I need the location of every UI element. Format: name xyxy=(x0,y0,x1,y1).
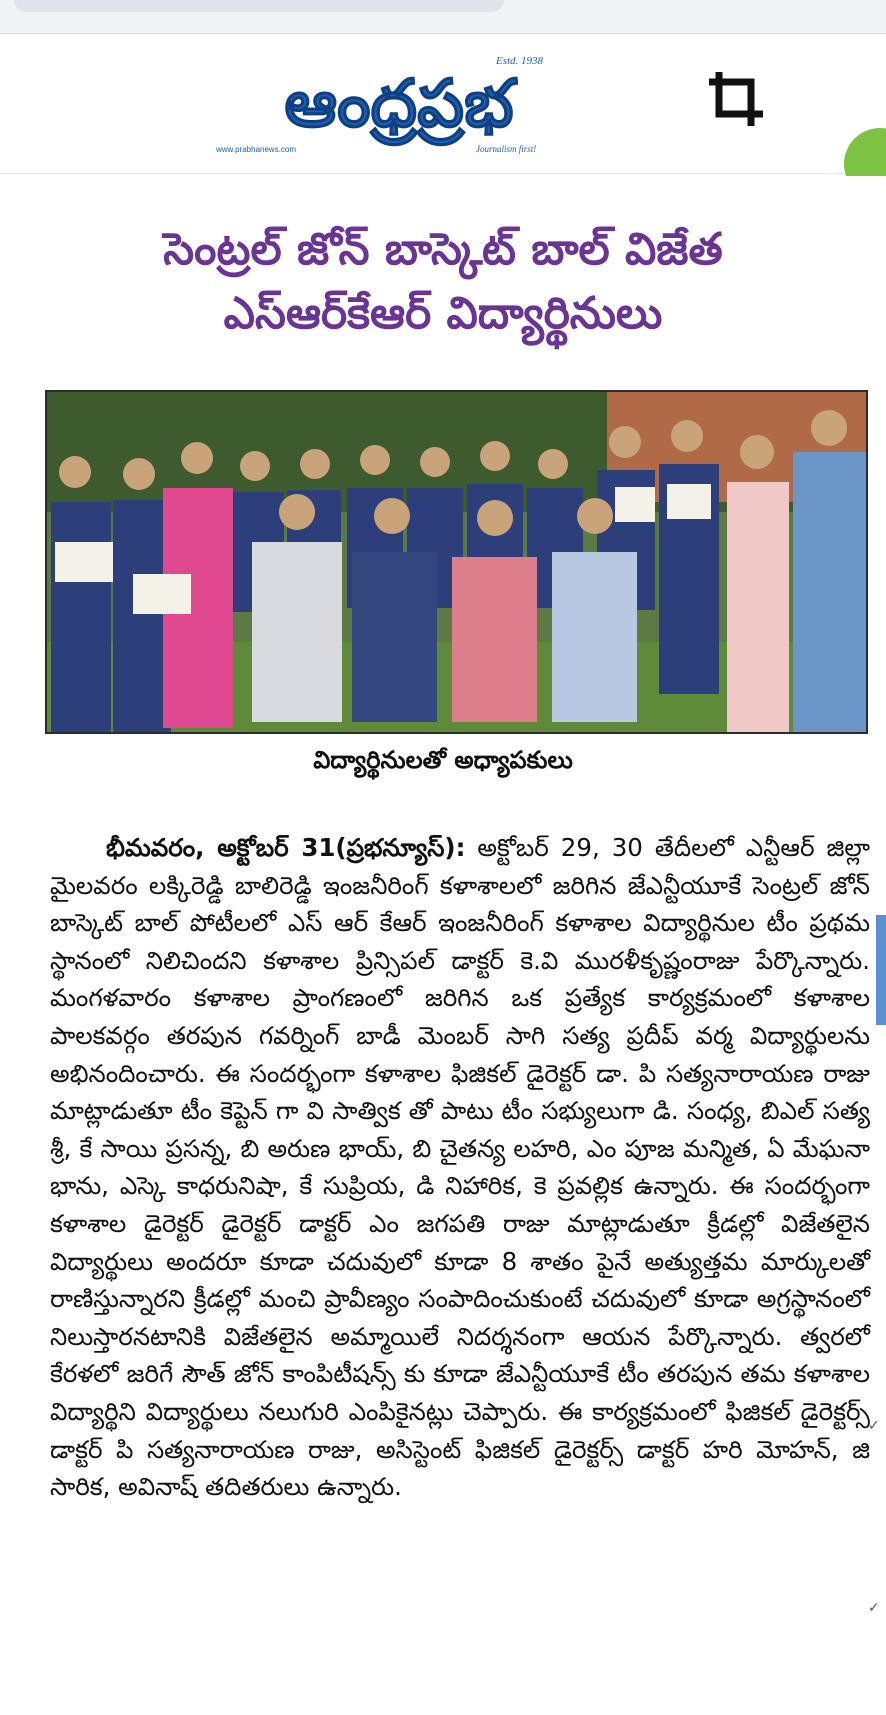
crop-icon[interactable] xyxy=(705,68,767,130)
check-icon: ✓ xyxy=(868,1600,880,1616)
newspaper-masthead xyxy=(0,36,886,174)
browser-top-bar xyxy=(0,0,886,34)
headline-line-2: ఎస్ఆర్‌కేఆర్ విద్యార్థినులు xyxy=(223,288,663,339)
logo-wordmark: ఆంధ్రప్రభ xyxy=(284,65,514,142)
next-article-headline-preview xyxy=(110,1701,870,1715)
headline-line-1: సెంట్రల్ జోన్ బాస్కెట్ బాల్ విజేత xyxy=(163,224,723,275)
team-photo[interactable] xyxy=(45,390,868,734)
article-headline xyxy=(60,218,826,346)
logo-website: www.prabhanews.com xyxy=(216,145,297,154)
check-icon: ✓ xyxy=(868,1418,880,1434)
andhra-prabha-logo xyxy=(214,48,584,163)
photo-caption: విద్యార్థినులతో అధ్యాపకులు xyxy=(313,746,573,774)
article-body-text: అక్టోబర్ 29, 30 తేదీలలో ఎన్టీఆర్ జిల్లా మైలవరం లక్కిరెడ్డి బాలిరెడ్డి ఇంజనీరింగ్ కళాశాలలో జరిగిన జేఎన్టీయూకే సెంట్రల్ జోన్ బాస్కెట్ బాల్ పోటీలలో ఎస్ ఆర్ కేఆర్ ఇంజనీరింగ్ కళాశాల విద్యార్థినుల టీం ప్రథమ స్థానంలో నిలిచిందని కళాశాల ప్రిన్సిపల్ డాక్టర్ కె.వి మురళీకృష్ణంరాజు పేర్కొన్నారు. మంగళవారం కళాశాల ప్రాంగణంలో జరిగిన ఒక ప్రత్యేక కార్యక్రమంలో కళాశాల పాలకవర్గం తరపున గవర్నింగ్ బాడీ మెంబర్ సాగి సత్య ప్రదీప్ వర్మ విద్యార్థులను అభినందించారు. ఈ సందర్భంగా కళాశాల ఫిజికల్ డైరెక్టర్ డా. పి సత్యనారాయణ రాజు మాట్లాడుతూ టీం కెప్టెన్ గా వి సాత్విక తో పాటు టీం సభ్యులుగా డి. సంధ్య, బిఎల్ సత్య శ్రీ, కే సాయి ప్రసన్న, బి అరుణ భాయ్, బి చైతన్య లహరి, ఎం పూజ మన్మిత, ఏ మేఘనా భాను, ఎస్కె కాధరునిషా, కే సుప్రియ, డి నిహారిక, కె ప్రవల్లిక ఉన్నారు. ఈ సందర్భంగా కళాశాల డైరెక్టర్ డైరెక్టర్ డాక్టర్ ఎం జగపతి రాజు మాట్లాడుతూ క్రీడల్లో విజేతలైన విద్యార్థులు అందరూ కూడా చదువులో కూడా 8 శాతం పైనే అత్యుత్తమ మార్కులతో రాణిస్తున్నారని క్రీడల్లో మంచి ప్రావీణ్యం సంపాదించుకుంటే చదువులో కూడా అగ్రస్థానంలో నిలుస్తారనటానికి విజేతలైన అమ్మాయిలే నిదర్శనంగా ఆయన పేర్కొన్నారు. త్వరలో కేరళలో జరిగే సౌత్ జోన్ కాంపిటీషన్స్ కు కూడా జేఎన్టీయూకే టీం తరపున తమ కళాశాల విద్యార్థిని విద్యార్థులు నలుగురి ఎంపికైనట్లు చెప్పారు. ఈ కార్యక్రమంలో ఫిజికల్ డైరెక్టర్స్ డాక్టర్ పి సత్యనారాయణ రాజు, అసిస్టెంట్ ఫిజికల్ డైరెక్టర్స్ డాక్టర్ హరి మోహన్, జి సారిక, అవినాష్ తదితరులు ఉన్నారు. xyxy=(50,833,871,1502)
logo-tagline: Journalism first! xyxy=(476,144,537,154)
logo-estd: Estd. 1938 xyxy=(496,55,544,67)
article-dateline: భీమవరం, అక్టోబర్ 31(ప్రభన్యూస్): xyxy=(106,833,466,862)
article-page xyxy=(0,176,886,1715)
side-scroll-tab[interactable] xyxy=(876,915,886,1025)
team-photo-illustration xyxy=(47,392,868,734)
address-bar[interactable] xyxy=(14,0,504,12)
article-body xyxy=(50,829,870,1506)
